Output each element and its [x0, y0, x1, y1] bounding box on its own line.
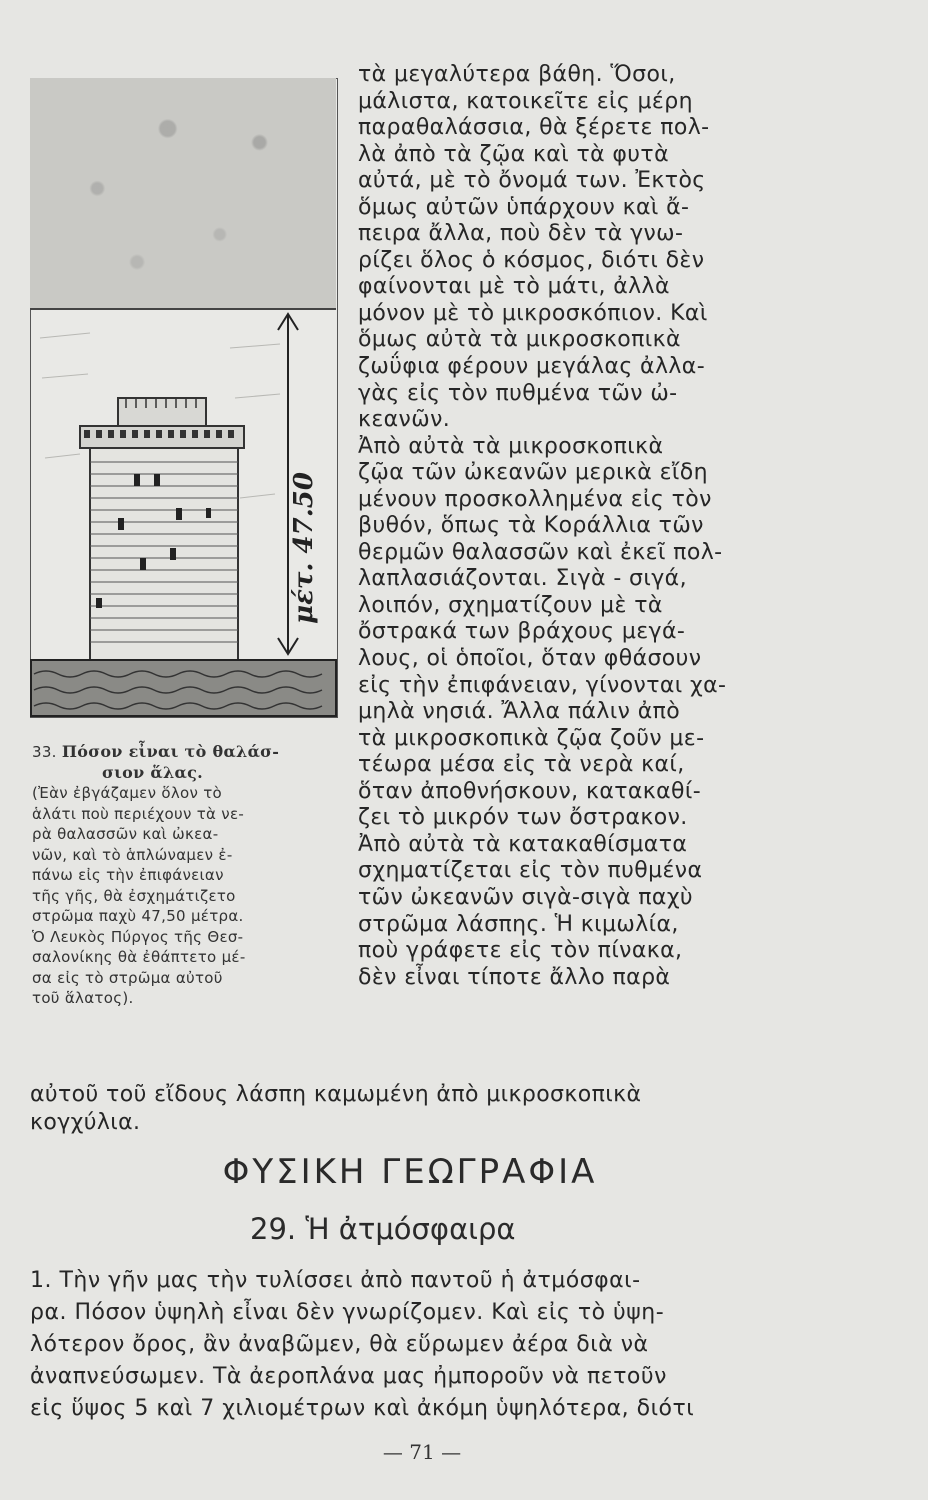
text-line: στρῶμα λάσπης. Ἡ κιμωλία, [358, 911, 679, 937]
text-line: Ἀπὸ αὐτὰ τὰ κατακαθίσματα [358, 831, 688, 857]
text-line: ζει τὸ μικρόν των ὄστρακον. [358, 805, 688, 831]
continuation-text [30, 1082, 790, 1138]
text-line: μηλὰ νησιά. Ἄλλα πάλιν ἀπὸ [358, 699, 681, 725]
text-line: λὰ ἀπὸ τὰ ζῷα καὶ τὰ φυτὰ [358, 141, 669, 167]
text-line: κεανῶν. [358, 407, 451, 433]
text-line: λοιπόν, σχηματίζουν μὲ τὰ [358, 592, 663, 618]
text-line: μάλιστα, κατοικεῖτε εἰς μέρη [358, 88, 693, 114]
text-line: γὰς εἰς τὸν πυθμένα τῶν ὠ- [358, 380, 678, 406]
text-line: μένουν προσκολλημένα εἰς τὸν [358, 486, 712, 512]
continuation-line: αὐτοῦ τοῦ εἴδους λάσπη καμωμένη ἀπὸ μικροσκοπικὰ [30, 1082, 642, 1107]
caption-line: σαλονίκης θὰ ἐθάπτετο μέ- [32, 948, 246, 966]
text-line: μόνον μὲ τὸ μικροσκόπιον. Καὶ [358, 300, 708, 326]
body-paragraph [30, 1268, 800, 1428]
text-line: αὐτά, μὲ τὸ ὄνομά των. Ἐκτὸς [358, 168, 706, 194]
caption-line: ἁλάτι ποὺ περιέχουν τὰ νε- [32, 804, 245, 823]
text-line: πειρα ἄλλα, ποὺ δὲν τὰ γνω- [358, 221, 684, 247]
section-title: ΦΥΣΙΚΗ ΓΕΩΓΡΑΦΙΑ [222, 1152, 598, 1192]
text-line: σχηματίζεται εἰς τὸν πυθμένα [358, 858, 703, 884]
figure-caption [32, 742, 350, 1009]
text-line: φαίνονται μὲ τὸ μάτι, ἀλλὰ [358, 274, 670, 300]
right-column-text [358, 62, 782, 991]
text-line: βυθόν, ὅπως τὰ Κοράλλια τῶν [358, 513, 704, 539]
white-tower-illustration [30, 78, 338, 718]
caption-title-line-2: σιον ἅλας. [102, 762, 204, 782]
paragraph-line: ἀναπνεύσωμεν. Τὰ ἀεροπλάνα μας ἠμποροῦν νὰ πετοῦν [30, 1364, 667, 1389]
caption-title-line [32, 742, 350, 763]
text-line: ποὺ γράφετε εἰς τὸν πίνακα, [358, 938, 683, 964]
caption-line: τῆς γῆς, θὰ ἐσχημάτιζετο [32, 886, 236, 905]
caption-line: τοῦ ἅλατος). [32, 989, 134, 1007]
text-line: Ἀπὸ αὐτὰ τὰ μικροσκοπικὰ [358, 433, 664, 459]
text-line: δὲν εἶναι τίποτε ἄλλο παρὰ [358, 964, 671, 990]
text-line: θερμῶν θαλασσῶν καὶ ἐκεῖ πολ- [358, 539, 723, 565]
caption-line: στρῶμα παχὺ 47,50 μέτρα. [32, 907, 244, 925]
text-line: τῶν ὠκεανῶν σιγὰ-σιγὰ παχὺ [358, 884, 694, 910]
caption-line: Ὁ Λευκὸς Πύργος τῆς Θεσ- [32, 927, 244, 946]
caption-line: ρὰ θαλασσῶν καὶ ὠκεα- [32, 825, 219, 843]
caption-number: 33. [32, 743, 57, 761]
text-line: εἰς τὴν ἐπιφάνειαν, γίνονται χα- [358, 672, 727, 698]
caption-body [32, 783, 350, 1009]
text-line: ὄστρακά των βράχους μεγά- [358, 619, 686, 645]
caption-line: (Ἐὰν ἐβγάζαμεν ὅλον τὸ [32, 784, 223, 802]
paragraph-line: λότερον ὄρος, ἂν ἀναβῶμεν, θὰ εὕρωμεν ἀέρα διὰ νὰ [30, 1332, 649, 1357]
text-line: ὅμως αὐτὰ τὰ μικροσκοπικὰ [358, 327, 681, 353]
text-line: τὰ μικροσκοπικὰ ζῷα ζοῦν με- [358, 725, 705, 751]
text-line: λους, οἱ ὁποῖοι, ὅταν φθάσουν [358, 646, 702, 672]
caption-line: πάνω εἰς τὴν ἐπιφάνειαν [32, 866, 224, 884]
text-line: λαπλασιάζονται. Σιγὰ - σιγά, [358, 566, 687, 592]
text-line: τέωρα μέσα εἰς τὰ νερὰ καί, [358, 752, 685, 778]
paragraph-line: 1. Τὴν γῆν μας τὴν τυλίσσει ἀπὸ παντοῦ ἡ ἀτμόσφαι- [30, 1268, 641, 1293]
text-line: ρίζει ὅλος ὁ κόσμος, διότι δὲν [358, 247, 705, 273]
text-line: ζῷα τῶν ὠκεανῶν μερικὰ εἴδη [358, 460, 708, 486]
salt-layer-figure [30, 78, 338, 718]
measurement-label: μέτ. 47.50 [289, 472, 319, 624]
caption-line: σα εἰς τὸ στρῶμα αὐτοῦ [32, 968, 223, 987]
text-line: παραθαλάσσια, θὰ ξέρετε πολ- [358, 115, 710, 141]
continuation-line: κογχύλια. [30, 1110, 141, 1135]
paragraph-line: εἰς ὕψος 5 καὶ 7 χιλιομέτρων καὶ ἀκόμη ὑψηλότερα, διότι [30, 1396, 695, 1421]
caption-line: νῶν, καὶ τὸ ἁπλώναμεν ἐ- [32, 845, 233, 864]
page-number: — 71 — [382, 1440, 462, 1464]
text-line: τὰ μεγαλύτερα βάθη. Ὅσοι, [358, 62, 676, 87]
text-line: ὅταν ἀποθνήσκουν, κατακαθί- [358, 778, 702, 804]
text-line: ὅμως αὐτῶν ὑπάρχουν καὶ ἄ- [358, 194, 690, 220]
paragraph-line: ρα. Πόσον ὑψηλὴ εἶναι δὲν γνωρίζομεν. Καὶ εἰς τὸ ὑψη- [30, 1300, 665, 1325]
chapter-title: 29. Ἡ ἀτμόσφαιρα [250, 1212, 516, 1246]
caption-title: Πόσον εἶναι τὸ θαλάσ- [61, 742, 280, 761]
text-line: ζωΰφια φέρουν μεγάλας ἀλλα- [358, 354, 706, 380]
